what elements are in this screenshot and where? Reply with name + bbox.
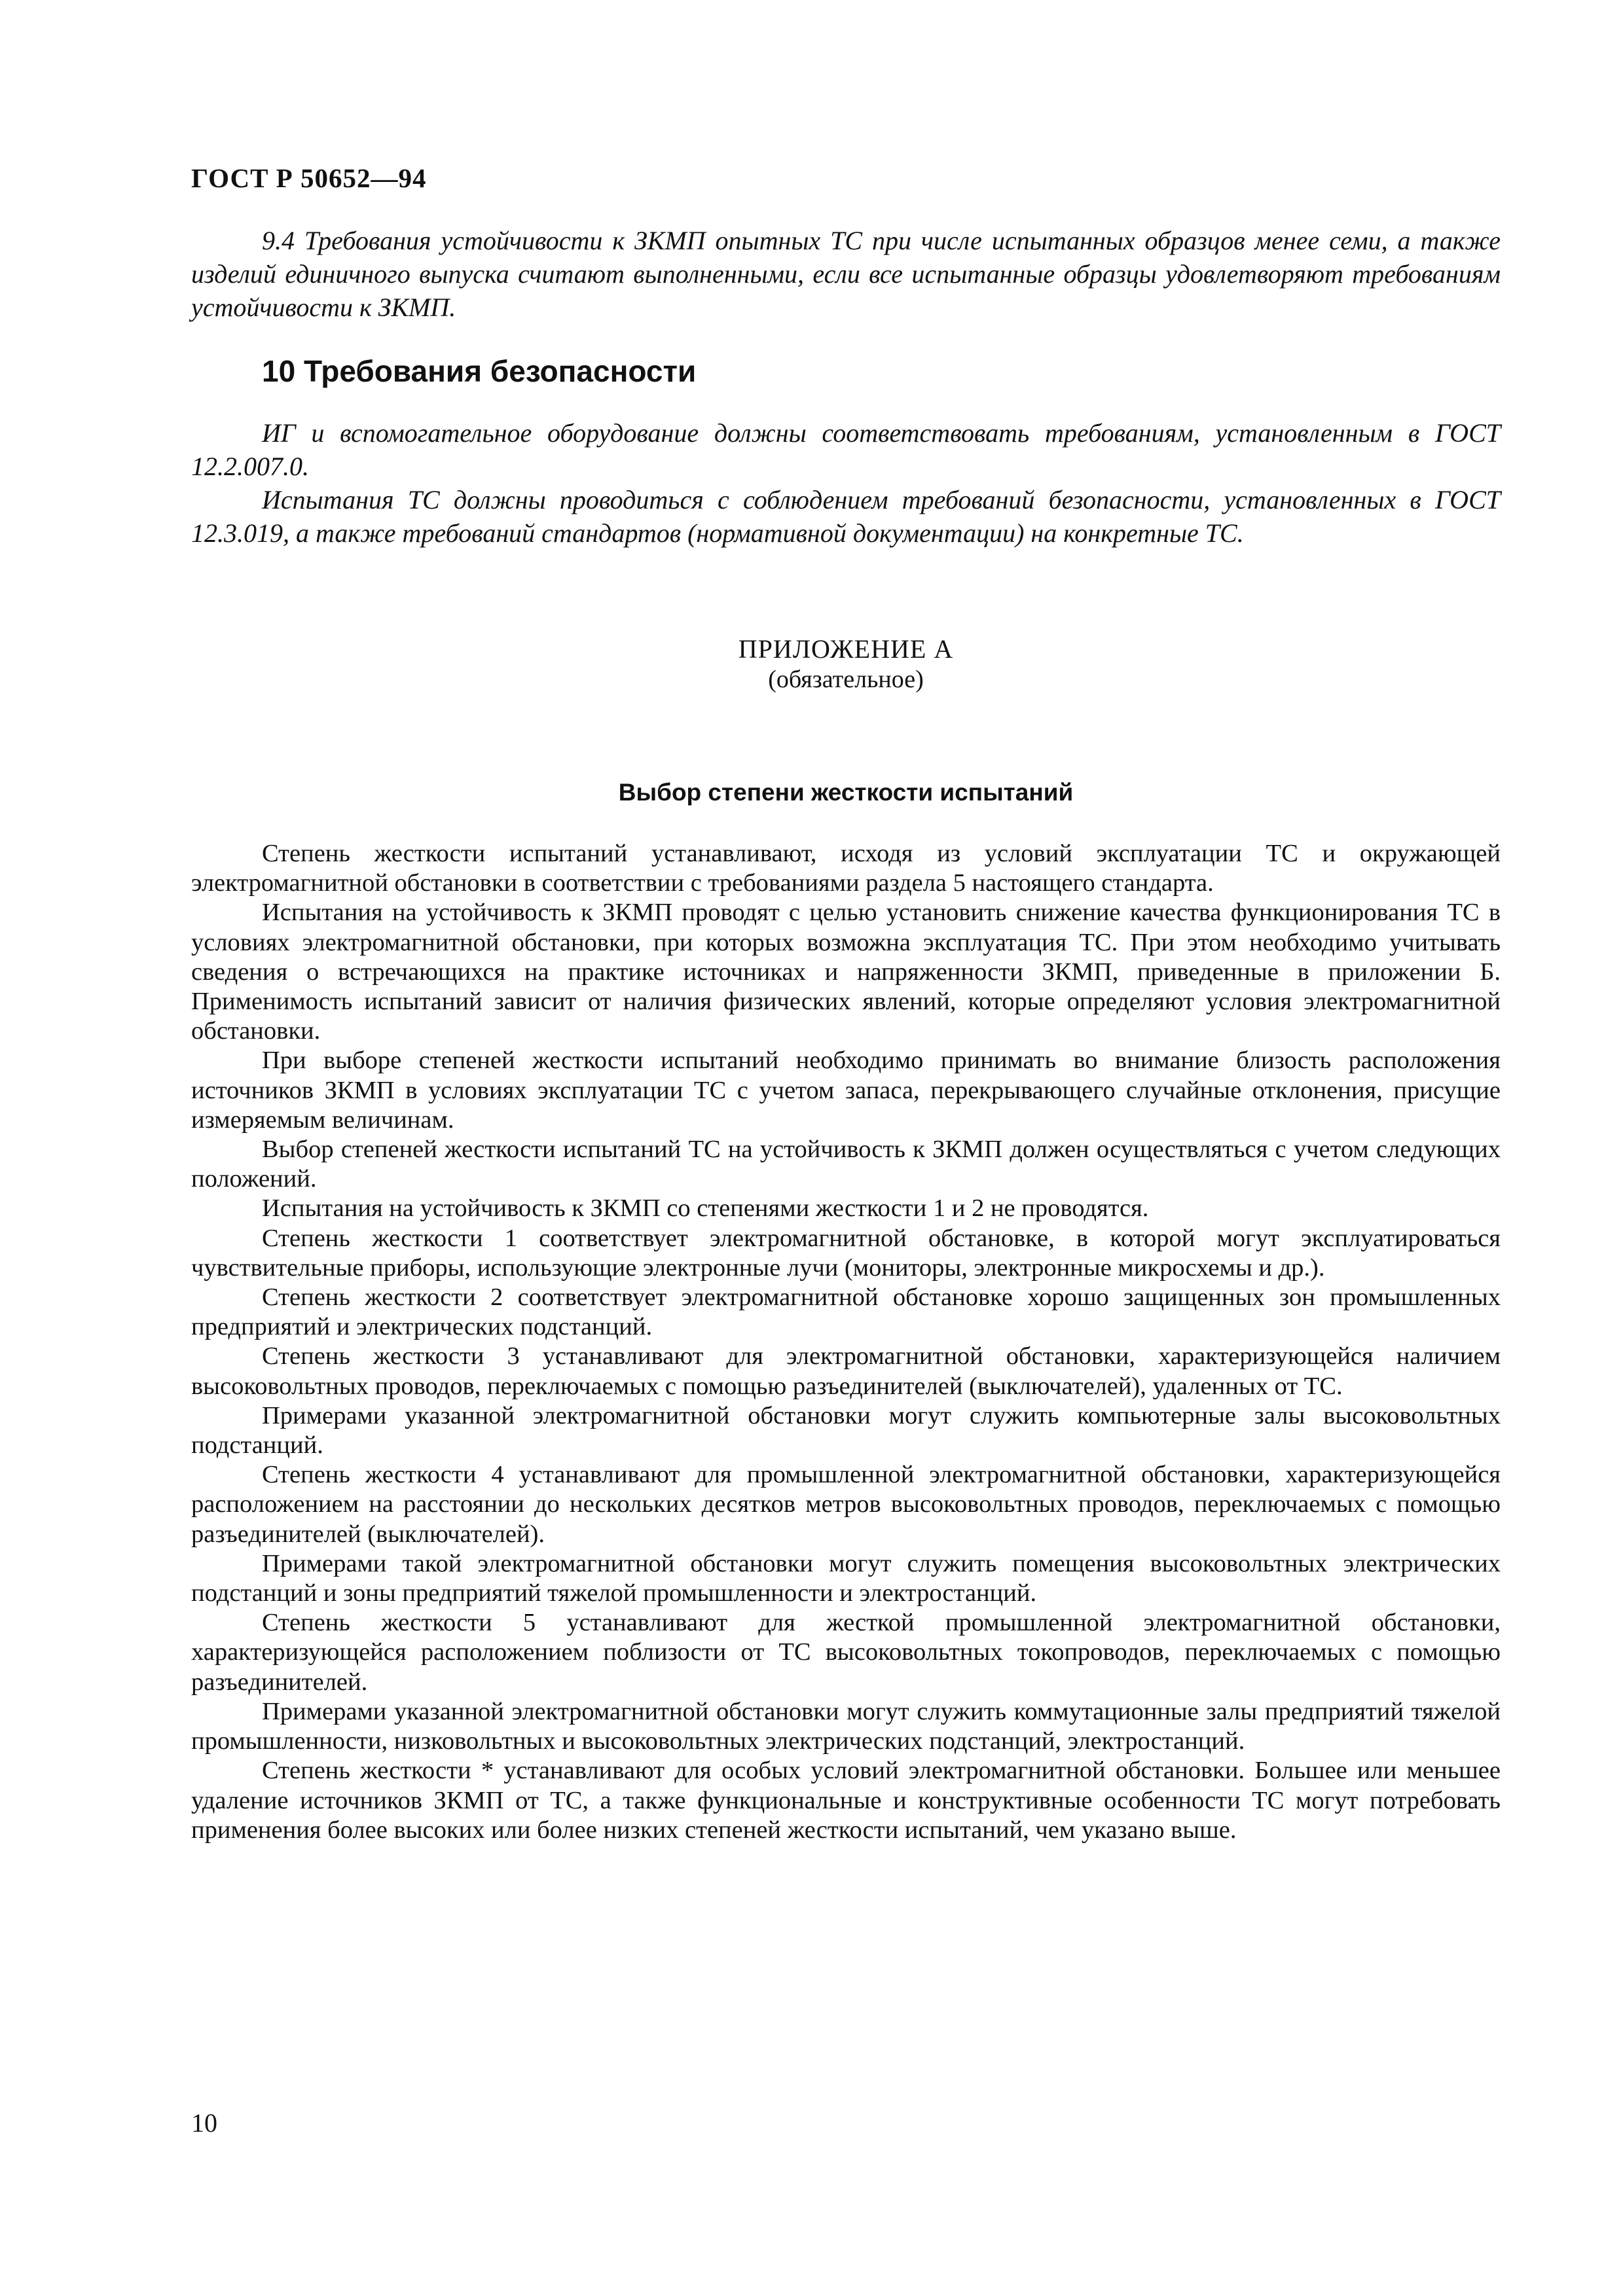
appendix-paragraph: Выбор степеней жесткости испытаний ТС на устойчивость к ЗКМП должен осуществляться с учетом следующих положений. <box>191 1136 1501 1193</box>
appendix-paragraph: Примерами указанной электромагнитной обстановки могут служить коммутационные залы предприятий тяжелой промышленности, низковольтных и высоковольтных электрических подстанций, электростанций. <box>191 1697 1501 1755</box>
appendix-subtitle: (обязательное) <box>768 666 924 693</box>
appendix-paragraph: Степень жесткости 3 устанавливают для электромагнитной обстановки, характеризующейся наличием высоковольтных проводов, переключаемых с помощью разъединителей (выключателей), удаленных от ТС. <box>191 1342 1501 1400</box>
appendix-paragraph: Примерами указанной электромагнитной обстановки могут служить компьютерные залы высоковольтных подстанций. <box>191 1401 1501 1460</box>
section-9-4 <box>191 224 1501 324</box>
appendix-heading: Выбор степени жесткости испытаний <box>618 779 1074 806</box>
appendix-paragraph: Степень жесткости 5 устанавливают для жесткой промышленной электромагнитной обстановки, характеризующейся расположением поблизости от ТС высоковольтных токопроводов, переключаемых с помощью разъединителей. <box>191 1609 1501 1696</box>
appendix-paragraph: Степень жесткости испытаний устанавливают, исходя из условий эксплуатации ТС и окружающей электромагнитной обстановки в соответствии с требованиями раздела 5 настоящего стандарта. <box>191 840 1501 897</box>
appendix-title: ПРИЛОЖЕНИЕ А <box>738 634 954 664</box>
appendix-paragraph: Испытания на устойчивость к ЗКМП проводят с целью установить снижение качества функционирования ТС в условиях электромагнитной обстановки, при которых возможна эксплуатация ТС. При этом необходимо учитывать сведения о встречающихся на практике источниках и напряженности ЗКМП, приведенные в приложении Б. Применимость испытаний зависит от наличия физических явлений, которые определяют условия электромагнитной обстановки. <box>191 899 1501 1045</box>
section-10-heading: 10 Требования безопасности <box>262 354 697 388</box>
section-10-paragraph: ИГ и вспомогательное оборудование должны соответствовать требованиям, установленным в ГОСТ 12.2.007.0. <box>191 418 1501 481</box>
section-9-4-text: 9.4 Требования устойчивости к ЗКМП опытных ТС при числе испытанных образцов менее семи, а также изделий единичного выпуска считают выполненными, если все испытанные образцы удовлетворяют требованиям устойчивости к ЗКМП. <box>191 226 1501 322</box>
appendix-paragraph: Испытания на устойчивость к ЗКМП со степенями жесткости 1 и 2 не проводятся. <box>262 1194 1149 1223</box>
appendix-paragraph: Примерами такой электромагнитной обстановки могут служить помещения высоковольтных электрических подстанций и зоны предприятий тяжелой промышленности и электростанций. <box>191 1549 1501 1607</box>
appendix-body <box>191 839 1501 1845</box>
appendix-paragraph: Степень жесткости * устанавливают для особых условий электромагнитной обстановки. Большее или меньшее удаление источников ЗКМП от ТС, а также функциональные и конструктивные особенности ТС могут потребовать применения более высоких или более низких степеней жесткости испытаний, чем указано выше. <box>191 1757 1501 1844</box>
page-number: 10 <box>191 2108 217 2138</box>
appendix-paragraph: Степень жесткости 2 соответствует электромагнитной обстановке хорошо защищенных зон промышленных предприятий и электрических подстанций. <box>191 1283 1501 1341</box>
appendix-paragraph: При выборе степеней жесткости испытаний необходимо принимать во внимание близость расположения источников ЗКМП в условиях эксплуатации ТС с учетом запаса, перекрывающего случайные отклонения, присущие измеряемым величинам. <box>191 1047 1501 1134</box>
appendix-paragraph: Степень жесткости 1 соответствует электромагнитной обстановке, в которой могут эксплуатироваться чувствительные приборы, использующие электронные лучи (мониторы, электронные микросхемы и др.). <box>191 1224 1501 1282</box>
appendix-paragraph: Степень жесткости 4 устанавливают для промышленной электромагнитной обстановки, характеризующейся расположением на расстоянии до нескольких десятков метров высоковольтных проводов, переключаемых с помощью разъединителей (выключателей). <box>191 1461 1501 1548</box>
section-10-body <box>191 416 1501 550</box>
section-10-paragraph: Испытания ТС должны проводиться с соблюдением требований безопасности, установленных в ГОСТ 12.3.019, а также требований стандартов (нормативной документации) на конкретные ТС. <box>191 485 1501 548</box>
document-id-header: ГОСТ Р 50652—94 <box>191 163 427 193</box>
